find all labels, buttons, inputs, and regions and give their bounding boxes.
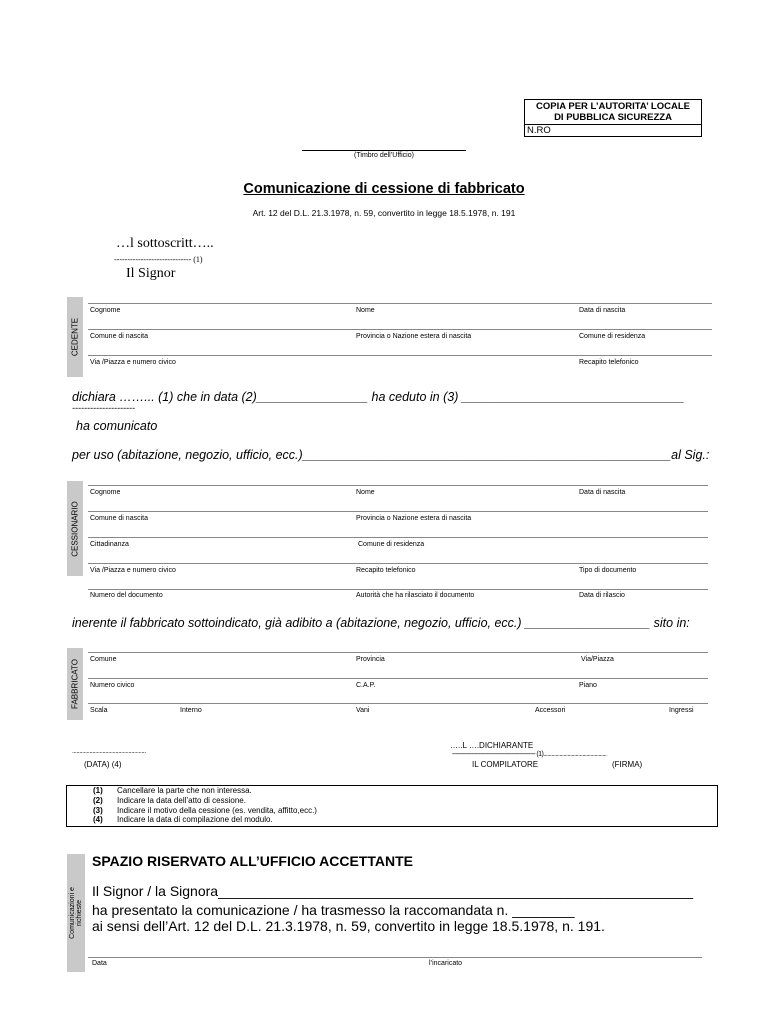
date-label: (DATA) (4) <box>84 760 122 769</box>
note-number: (2) <box>93 796 103 805</box>
dichiarante-label: …..L ….DICHIARANTE <box>450 741 534 750</box>
field-data-rilascio: Data di rilascio <box>579 592 625 599</box>
field-line <box>88 355 712 356</box>
per-uso-line: per uso (abitazione, negozio, ufficio, ecc.)_____________________________________________________al Sig.: <box>72 448 710 462</box>
date-dots: ................................................... <box>72 748 146 755</box>
field-via: Via /Piazza e numero civico <box>90 359 176 366</box>
field-cognome: Cognome <box>90 307 121 314</box>
field-comune-residenza: Comune di residenza <box>358 541 425 548</box>
inerente-line: inerente il fabbricato sottoindicato, già adibito a (abitazione, negozio, ufficio, ecc.) __________________ sito in: <box>72 616 690 630</box>
field-line <box>88 485 708 486</box>
dichiara-line: dichiara ……... (1) che in data (2)________________ ha ceduto in (3) ________________________________ <box>72 390 685 404</box>
field-data-nascita: Data di nascita <box>579 489 626 496</box>
field-via-piazza: Via/Piazza <box>581 656 614 663</box>
compiler-line: ------------------------------------------------ (1)............................................... <box>452 751 607 758</box>
cessionario-sidebar <box>67 481 83 576</box>
page-title: Comunicazione di cessione di fabbricato <box>243 181 525 197</box>
field-recapito: Recapito telefonico <box>579 359 639 366</box>
cedente-label: CEDENTE <box>70 317 80 357</box>
fabbricato-label: FABBRICATO <box>70 659 80 709</box>
field-comune-nascita: Comune di nascita <box>90 515 148 522</box>
field-cognome: Cognome <box>90 489 121 496</box>
copy-nro: N.RO <box>527 125 551 136</box>
field-numero-documento: Numero del documento <box>90 592 163 599</box>
office-line-1: Il Signor / la Signora_____________________________________________________________ <box>92 883 694 899</box>
field-cap: C.A.P. <box>356 682 376 689</box>
note-text: Indicare il motivo della cessione (es. vendita, affitto,ecc.) <box>117 806 317 815</box>
note-number: (4) <box>93 815 103 824</box>
stamp-line <box>302 150 466 151</box>
field-interno: Interno <box>180 707 202 714</box>
sottoscritto-label: …l sottoscritt….. <box>116 236 214 251</box>
field-line <box>88 678 708 679</box>
note-text: Indicare la data dell’atto di cessione. <box>117 796 246 805</box>
office-incaricato-label: l’incaricato <box>429 960 463 967</box>
field-comune-residenza: Comune di residenza <box>579 333 646 340</box>
field-provincia: Provincia <box>356 656 385 663</box>
field-data-nascita: Data di nascita <box>579 307 626 314</box>
field-line <box>88 303 712 304</box>
compilatore-label: IL COMPILATORE <box>472 760 539 769</box>
office-side-label: Comunicazioni e richieste <box>69 887 83 939</box>
fabbricato-sidebar <box>67 648 83 720</box>
firma-label: (FIRMA) <box>612 760 643 769</box>
field-nome: Nome <box>356 489 375 496</box>
office-line-2: ha presentato la comunicazione / ha trasmesso la raccomandata n. ________ <box>92 902 575 918</box>
field-scala: Scala <box>90 707 108 714</box>
field-piano: Piano <box>579 682 597 689</box>
note-number: (3) <box>93 806 103 815</box>
field-numero-civico: Numero civico <box>90 682 135 689</box>
cessionario-label: CESSIONARIO <box>70 500 80 557</box>
field-line <box>88 329 712 330</box>
office-sidebar <box>67 854 85 972</box>
field-recapito: Recapito telefonico <box>356 567 416 574</box>
page-subtitle: Art. 12 del D.L. 21.3.1978, n. 59, convertito in legge 18.5.1978, n. 191 <box>252 208 516 218</box>
notes-box <box>66 785 718 827</box>
field-line <box>88 589 708 590</box>
dash-line: --------------------- <box>72 403 135 413</box>
copy-authority-box <box>524 99 702 137</box>
note-number: (1) <box>93 786 103 795</box>
field-tipo-documento: Tipo di documento <box>579 567 637 574</box>
stamp-label: (Timbro dell’Ufficio) <box>354 152 414 159</box>
field-line <box>88 563 708 564</box>
il-signor-label: Il Signor <box>126 266 176 281</box>
field-nome: Nome <box>356 307 375 314</box>
note-text: Indicare la data di compilazione del modulo. <box>117 815 273 824</box>
field-comune-nascita: Comune di nascita <box>90 333 148 340</box>
field-provincia-nascita: Provincia o Nazione estera di nascita <box>356 515 472 522</box>
field-provincia-nascita: Provincia o Nazione estera di nascita <box>356 333 472 340</box>
field-autorita: Autorità che ha rilasciato il documento <box>356 592 475 599</box>
field-via: Via /Piazza e numero civico <box>90 567 176 574</box>
office-sign-line <box>88 957 702 958</box>
copy-line-2: DI PUBBLICA SICUREZZA <box>554 112 672 123</box>
field-line <box>88 703 708 704</box>
office-data-label: Data <box>92 960 107 967</box>
sottoscritto-note: ----------------------------- (1) <box>114 255 203 264</box>
ha-comunicato: ha comunicato <box>76 419 158 433</box>
field-comune: Comune <box>90 656 117 663</box>
field-vani: Vani <box>356 707 370 714</box>
copy-authority-title <box>525 100 701 125</box>
office-heading: SPAZIO RISERVATO ALL’UFFICIO ACCETTANTE <box>92 853 413 869</box>
field-line <box>88 652 708 653</box>
field-ingressi: Ingressi <box>669 707 694 714</box>
field-cittadinanza: Cittadinanza <box>90 541 129 548</box>
note-text: Cancellare la parte che non interessa. <box>117 786 252 795</box>
copy-line-1: COPIA PER L’AUTORITA’ LOCALE <box>536 101 690 112</box>
office-line-3: ai sensi dell’Art. 12 del D.L. 21.3.1978, n. 59, convertito in legge 18.5.1978, n. 191. <box>92 918 605 934</box>
field-line <box>88 511 708 512</box>
cedente-sidebar <box>67 297 83 377</box>
field-accessori: Accessori <box>535 707 566 714</box>
field-line <box>88 537 708 538</box>
